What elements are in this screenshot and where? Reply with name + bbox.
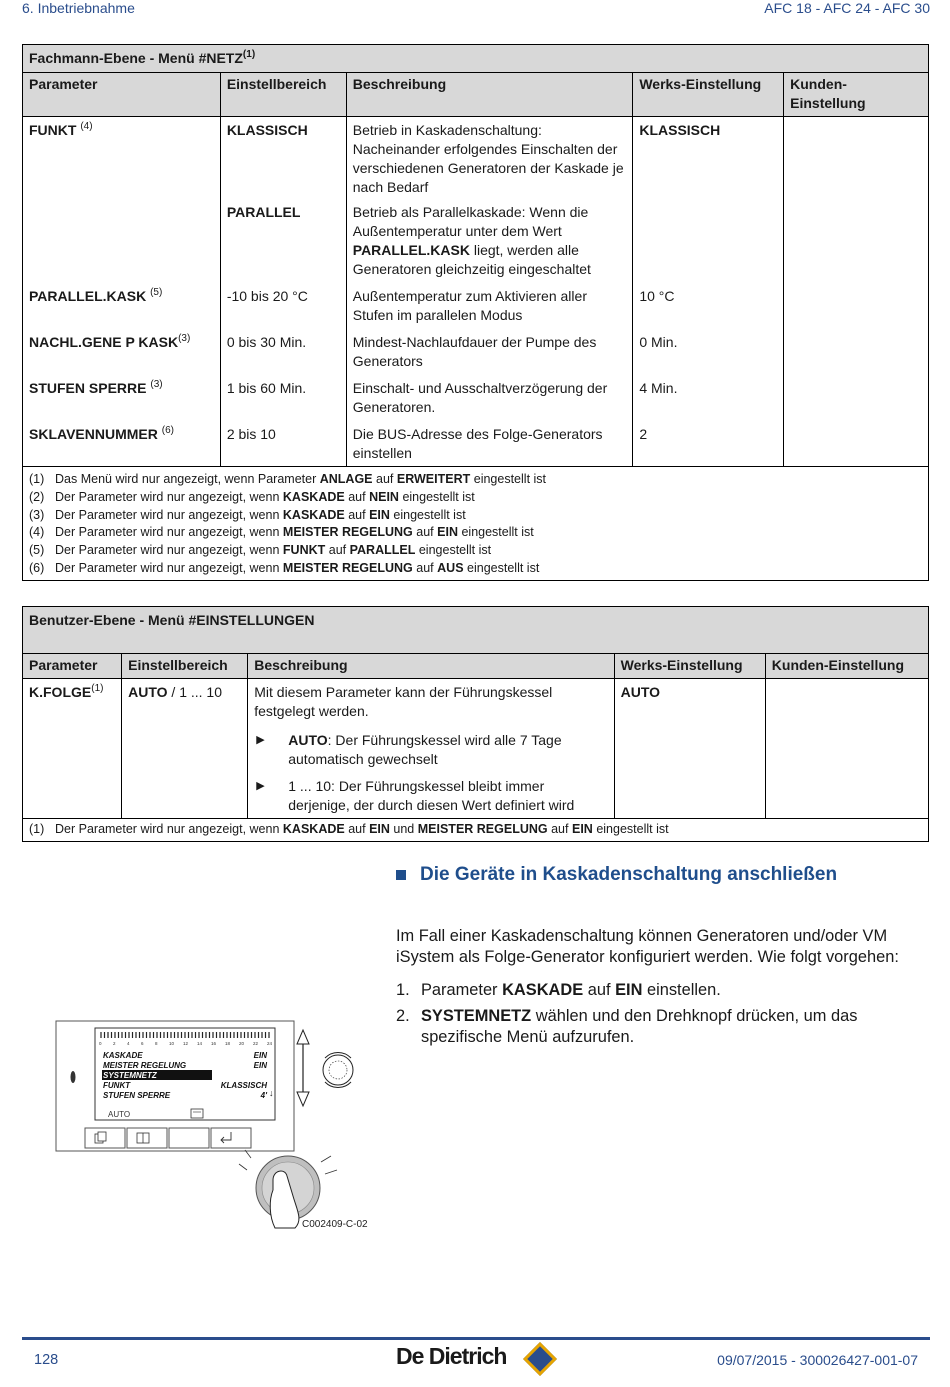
range-value: KLASSISCH — [226, 122, 308, 138]
param-name: STUFEN SPERRE $^{(3)}$ — [23, 374, 221, 420]
range-value: PARALLEL — [226, 204, 301, 220]
scale-label: 4 — [127, 1041, 130, 1046]
param-name: NACHL.GENE P KASK$^{(3)}$ — [23, 328, 221, 374]
description: Mindest-Nachlaufdauer der Pumpe des Generators — [346, 328, 633, 374]
param-name: PARALLEL.KASK $^{(5)}$ — [23, 282, 221, 328]
col-header-range: Einstellbereich — [122, 654, 248, 679]
description: Betrieb in Kaskadenschaltung: Nacheinander erfolgendes Einschalten der verschiedenen Generatoren der Kaskade je nach Bedarf — [346, 117, 633, 201]
lcd-menu-label: KASKADE — [103, 1051, 143, 1060]
table-header-row — [23, 654, 929, 679]
lcd-menu-label: STUFEN SPERRE — [103, 1091, 171, 1100]
scale-label: 22 — [253, 1041, 259, 1046]
down-arrow-icon: ↓ — [269, 1088, 274, 1098]
brand-logo: De Dietrich — [396, 1343, 507, 1369]
factory-value: 2 — [633, 420, 784, 467]
param-name: SKLAVENNUMMER $^{(6)}$ — [23, 420, 221, 467]
customer-value-cell — [784, 117, 929, 467]
panel-button-3[interactable] — [169, 1128, 209, 1148]
range-value: 0 bis 30 Min. — [220, 328, 346, 374]
col-header-parameter: Parameter — [23, 73, 221, 117]
table-title: Fachmann-Ebene - Menü #NETZ$^{(1)}$ — [23, 45, 929, 73]
customer-value-cell — [765, 679, 928, 819]
lcd-menu-label: SYSTEMNETZ — [103, 1071, 157, 1080]
list-item: 2. SYSTEMNETZ wählen und den Drehknopf drücken, um das spezifische Menü aufzurufen. — [396, 1007, 858, 1046]
table-header-row — [23, 73, 929, 117]
scale-label: 10 — [169, 1041, 175, 1046]
description: Mit diesem Parameter kann der Führungskessel festgelegt werden. ▶ AUTO: Der Führungskessel wird alle 7 Tage automatisch gewechselt ▶ 1 ... 10: Der Führungskessel bleibt immer derjenige, der durch diesen Wert definiert wird — [248, 679, 614, 819]
col-header-parameter: Parameter — [23, 654, 122, 679]
description: Die BUS-Adresse des Folge-Generators einstellen — [346, 420, 633, 467]
scale-label: 6 — [141, 1041, 144, 1046]
table-row — [23, 679, 929, 819]
figure-ref: C002409-C-02 — [302, 1219, 368, 1230]
doc-reference: 09/07/2015 - 300026427-001-07 — [717, 1352, 918, 1368]
model-header: AFC 18 - AFC 24 - AFC 30 — [764, 0, 930, 16]
chapter-header: 6. Inbetriebnahme — [22, 0, 135, 16]
scale-label: 20 — [239, 1041, 245, 1046]
table-title: Benutzer-Ebene - Menü #EINSTELLUNGEN — [23, 607, 929, 654]
scale-label: 18 — [225, 1041, 231, 1046]
section-bullet-icon — [396, 870, 406, 880]
page-number: 128 — [34, 1352, 59, 1368]
section-intro: Im Fall einer Kaskadenschaltung können Generatoren und/oder VM iSystem als Folge-Generator konfiguriert werden. Wie folgt vorgehen: — [396, 927, 899, 966]
range-value: 2 bis 10 — [220, 420, 346, 467]
col-header-customer-setting: Kunden-Einstellung — [784, 73, 929, 117]
status-led — [71, 1071, 76, 1083]
lcd-menu-label: FUNKT — [103, 1081, 131, 1090]
scale-label: 24 — [267, 1041, 273, 1046]
footnote: (6) Der Parameter wird nur angezeigt, wenn MEISTER REGELUNG auf AUS eingestellt ist — [29, 560, 540, 575]
footnote: (1) Der Parameter wird nur angezeigt, wenn KASKADE auf EIN und MEISTER REGELUNG auf EIN eingestellt ist — [29, 822, 669, 836]
param-name: K.FOLGE$^{(1)}$ — [23, 679, 122, 819]
factory-value: 0 Min. — [633, 328, 784, 374]
footnote: (4) Der Parameter wird nur angezeigt, wenn MEISTER REGELUNG auf EIN eingestellt ist — [29, 525, 534, 540]
footnotes — [23, 819, 929, 842]
lcd-menu-label: MEISTER REGELUNG — [103, 1061, 187, 1070]
col-header-factory-setting: Werks-Einstellung — [633, 73, 784, 117]
lcd-menu-value: EIN — [253, 1061, 267, 1070]
scale-label: 2 — [113, 1041, 116, 1046]
range-value: AUTO / 1 ... 10 — [122, 679, 248, 819]
panel-button-2[interactable] — [127, 1128, 167, 1148]
brand-diamond-icon — [523, 1342, 557, 1376]
col-header-description: Beschreibung — [346, 73, 633, 117]
factory-value: AUTO — [620, 684, 661, 700]
lcd-menu-value: KLASSISCH — [220, 1081, 267, 1090]
section-title: Die Geräte in Kaskadenschaltung anschließen — [420, 864, 838, 885]
col-header-range: Einstellbereich — [220, 73, 346, 117]
lcd-mode: AUTO — [108, 1110, 131, 1119]
footnote: (2) Der Parameter wird nur angezeigt, wenn KASKADE auf NEIN eingestellt ist — [29, 489, 475, 504]
footnote: (1) Das Menü wird nur angezeigt, wenn Parameter ANLAGE auf ERWEITERT eingestellt ist — [29, 472, 547, 486]
scale-label: 16 — [211, 1041, 217, 1046]
arrow-right-icon: ▶ — [256, 734, 265, 746]
rotate-knob-icon — [323, 1052, 353, 1087]
table-row — [23, 117, 929, 201]
factory-value: KLASSISCH — [639, 122, 721, 138]
arrow-right-icon: ▶ — [256, 780, 265, 792]
scroll-arrow-icon — [297, 1030, 309, 1106]
col-header-description: Beschreibung — [248, 654, 614, 679]
scale-label: 0 — [99, 1041, 102, 1046]
scale-label: 8 — [155, 1041, 158, 1046]
einstellungen-menu-table — [22, 606, 929, 842]
lcd-menu-value: 4' — [260, 1091, 267, 1100]
col-header-factory-setting: Werks-Einstellung — [614, 654, 765, 679]
factory-value: 10 °C — [633, 282, 784, 328]
footnote: (5) Der Parameter wird nur angezeigt, wenn FUNKT auf PARALLEL eingestellt ist — [29, 543, 492, 558]
scale-label: 14 — [197, 1041, 203, 1046]
col-header-customer-setting: Kunden-Einstellung — [765, 654, 928, 679]
description: Außentemperatur zum Aktivieren aller Stufen im parallelen Modus — [346, 282, 633, 328]
description: Einschalt- und Ausschaltverzögerung der Generatoren. — [346, 374, 633, 420]
control-panel-illustration — [55, 1020, 385, 1235]
factory-value: 4 Min. — [633, 374, 784, 420]
list-item: 1. Parameter KASKADE auf EIN einstellen. — [396, 981, 721, 999]
footer-rule — [22, 1337, 930, 1340]
footnote: (3) Der Parameter wird nur angezeigt, wenn KASKADE auf EIN eingestellt ist — [29, 507, 466, 522]
step-list — [396, 980, 931, 1053]
footnotes — [23, 467, 929, 581]
scale-label: 12 — [183, 1041, 189, 1046]
range-value: -10 bis 20 °C — [220, 282, 346, 328]
netz-menu-table — [22, 44, 929, 581]
range-value: 1 bis 60 Min. — [220, 374, 346, 420]
lcd-menu-value: EIN — [253, 1051, 267, 1060]
param-name: FUNKT $^{(4)}$ — [23, 117, 221, 283]
description: Betrieb als Parallelkaskade: Wenn die Außentemperatur unter dem Wert PARALLEL.KASK liegt, werden alle Generatoren gleichzeitig eingeschaltet — [346, 200, 633, 282]
